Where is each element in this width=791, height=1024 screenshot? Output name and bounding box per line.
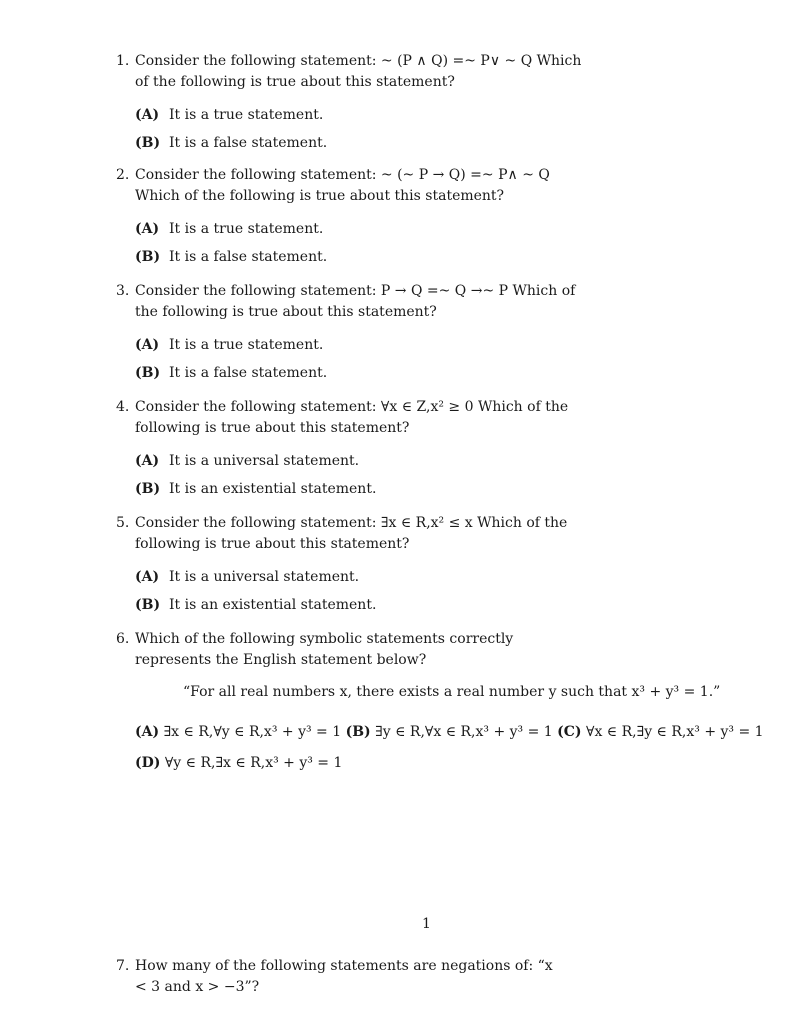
question-number: 5.	[116, 515, 130, 531]
option-a	[135, 335, 586, 355]
page-number: 1	[422, 916, 431, 932]
option-label: (A)	[135, 569, 160, 585]
option-d-text: ∀y ∈ R,∃x ∈ R,x³ + y³ = 1	[160, 755, 343, 771]
question-text: How many of the following statements are negations of: “x < 3 and x > −3”?	[135, 958, 553, 995]
question-text: Consider the following statement: ∀x ∈ Z,x² ≥ 0 Which of the following is true about this statement?	[135, 399, 569, 436]
question-2	[116, 165, 586, 267]
question-number: 6.	[116, 631, 130, 647]
option-a	[135, 567, 586, 587]
option-label: (B)	[135, 135, 161, 151]
option-label: (A)	[135, 337, 160, 353]
symbolic-options-line-1	[135, 722, 764, 742]
option-b-text: ∃y ∈ R,∀x ∈ R,x³ + y³ = 1	[370, 724, 558, 740]
option-label: (C)	[557, 724, 582, 740]
question-4	[116, 397, 586, 499]
option-b	[135, 247, 586, 267]
question-number: 7.	[116, 958, 130, 974]
option-c-text: ∀x ∈ R,∃y ∈ R,x³ + y³ = 1	[581, 724, 764, 740]
option-label: (B)	[135, 481, 161, 497]
option-b	[135, 363, 586, 383]
question-text: Which of the following symbolic statements correctly represents the English statement below?	[135, 631, 514, 668]
question-text: Consider the following statement: P → Q =~ Q →~ P Which of the following is true about this statement?	[135, 283, 576, 320]
question-text: Consider the following statement: ~ (P ∧ Q) =~ P∨ ~ Q Which of the following is true about this statement?	[135, 53, 582, 90]
option-text: It is a true statement.	[169, 221, 324, 237]
option-label: (A)	[135, 221, 160, 237]
option-a	[135, 105, 586, 125]
option-text: It is a false statement.	[169, 135, 328, 151]
symbolic-options-line-2	[135, 753, 342, 773]
option-text: It is an existential statement.	[169, 597, 377, 613]
question-6	[116, 629, 586, 671]
option-b	[135, 479, 586, 499]
question-number: 2.	[116, 167, 130, 183]
option-label: (B)	[135, 249, 161, 265]
option-label: (A)	[135, 107, 160, 123]
option-b	[135, 133, 586, 153]
question-5	[116, 513, 586, 615]
question-number: 4.	[116, 399, 130, 415]
option-a	[135, 451, 586, 471]
option-text: It is an existential statement.	[169, 481, 377, 497]
option-label: (B)	[345, 724, 371, 740]
option-text: It is a false statement.	[169, 365, 328, 381]
option-a-text: ∃x ∈ R,∀y ∈ R,x³ + y³ = 1	[159, 724, 346, 740]
question-number: 3.	[116, 283, 130, 299]
option-b	[135, 595, 586, 615]
question-text: Consider the following statement: ~ (~ P → Q) =~ P∧ ~ Q Which of the following is true about this statement?	[135, 167, 550, 204]
option-label: (A)	[135, 453, 160, 469]
option-label: (B)	[135, 597, 161, 613]
question-1	[116, 51, 586, 153]
option-a	[135, 219, 586, 239]
question-text: Consider the following statement: ∃x ∈ R,x² ≤ x Which of the following is true about this statement?	[135, 515, 568, 552]
option-text: It is a true statement.	[169, 107, 324, 123]
question-3	[116, 281, 586, 383]
option-text: It is a universal statement.	[169, 453, 360, 469]
question-number: 1.	[116, 53, 130, 69]
option-text: It is a universal statement.	[169, 569, 360, 585]
option-label: (D)	[135, 755, 161, 771]
english-statement-quote: “For all real numbers x, there exists a real number y such that x³ + y³ = 1.”	[183, 684, 721, 700]
option-label: (A)	[135, 724, 160, 740]
question-7	[116, 956, 556, 998]
option-text: It is a false statement.	[169, 249, 328, 265]
option-text: It is a true statement.	[169, 337, 324, 353]
option-label: (B)	[135, 365, 161, 381]
